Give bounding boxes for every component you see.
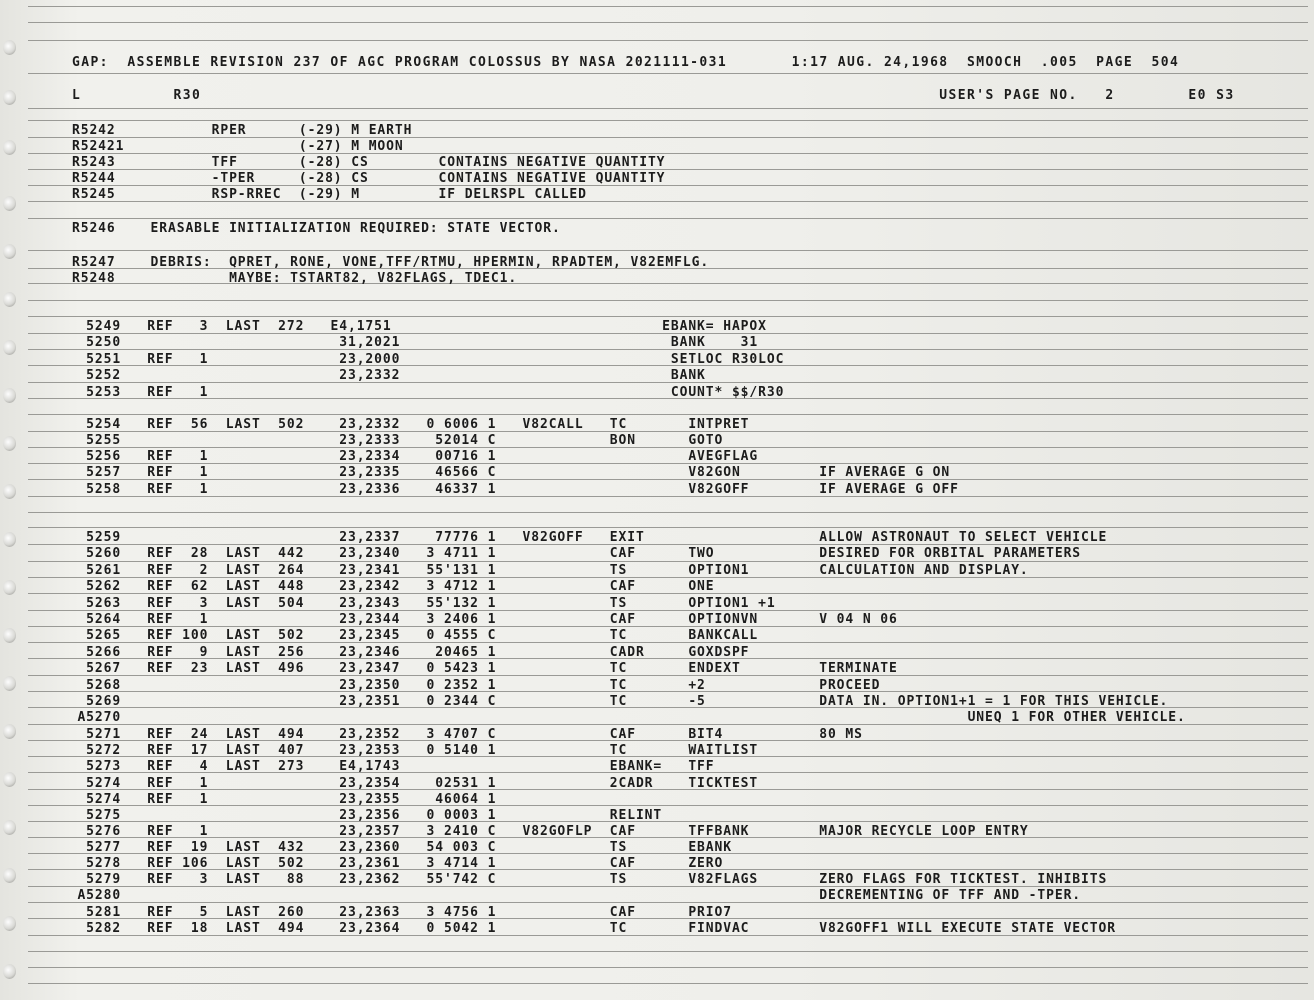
listing-line: 5282 REF 18 LAST 494 23,2364 0 5042 1 TC FINDVAC V82GOFF1 WILL EXECUTE STATE VECTOR <box>60 920 1116 937</box>
sprocket-hole <box>3 484 16 499</box>
remark-line: R52421 (-27) M MOON <box>72 138 404 155</box>
listing-line: 5261 REF 2 LAST 264 23,2341 55'131 1 TS OPTION1 CALCULATION AND DISPLAY. <box>60 562 1029 579</box>
ruled-line <box>28 22 1308 23</box>
sprocket-hole <box>3 532 16 547</box>
ruled-line <box>28 512 1308 513</box>
listing-line: 5268 23,2350 0 2352 1 TC +2 PROCEED <box>60 677 881 694</box>
listing-line: 5279 REF 3 LAST 88 23,2362 55'742 C TS V82FLAGS ZERO FLAGS FOR TICKTEST. INHIBITS <box>60 871 1108 888</box>
listing-line: 5272 REF 17 LAST 407 23,2353 0 5140 1 TC WAITLIST <box>60 742 759 759</box>
listing-line: 5267 REF 23 LAST 496 23,2347 0 5423 1 TC ENDEXT TERMINATE <box>60 660 898 677</box>
listing-line: A5270 UNEQ 1 FOR OTHER VEHICLE. <box>60 709 1186 726</box>
ruled-line <box>28 73 1308 74</box>
ruled-line <box>28 414 1308 415</box>
listing-line: 5273 REF 4 LAST 273 E4,1743 EBANK= TFF <box>60 758 715 775</box>
listing-line: 5263 REF 3 LAST 504 23,2343 55'132 1 TS OPTION1 +1 <box>60 595 776 612</box>
sprocket-hole <box>3 868 16 883</box>
listing-line: 5277 REF 19 LAST 432 23,2360 54 003 C TS EBANK <box>60 839 732 856</box>
listing-line: A5280 DECREMENTING OF TFF AND -TPER. <box>60 887 1082 904</box>
sprocket-hole <box>3 244 16 259</box>
listing-line: 5249 REF 3 LAST 272 E4,1751 EBANK= HAPOX <box>60 318 767 335</box>
listing-line: 5256 REF 1 23,2334 00716 1 AVEGFLAG <box>60 448 759 465</box>
header-line-1: GAP: ASSEMBLE REVISION 237 OF AGC PROGRAM COLOSSUS BY NASA 2021111-031 1:17 AUG. 24,1968 SMOOCH .005 PAGE 504 <box>72 54 1180 71</box>
sprocket-hole <box>3 292 16 307</box>
sprocket-hole <box>3 676 16 691</box>
ruled-line <box>28 316 1308 317</box>
ruled-line <box>28 218 1308 219</box>
listing-line: 5251 REF 1 23,2000 SETLOC R30LOC <box>60 351 785 368</box>
sprocket-hole <box>3 436 16 451</box>
listing-line: 5271 REF 24 LAST 494 23,2352 3 4707 C CAF BIT4 80 MS <box>60 726 863 743</box>
listing-line: 5250 31,2021 BANK 31 <box>60 334 759 351</box>
listing-line: 5254 REF 56 LAST 502 23,2332 0 6006 1 V82CALL TC INTPRET <box>60 416 750 433</box>
sprocket-hole <box>3 40 16 55</box>
sprocket-hole <box>3 724 16 739</box>
listing-line: 5266 REF 9 LAST 256 23,2346 20465 1 CADR GOXDSPF <box>60 644 750 661</box>
debris-line: R5248 MAYBE: TSTART82, V82FLAGS, TDEC1. <box>72 270 518 287</box>
sprocket-hole <box>3 580 16 595</box>
sprocket-hole <box>3 388 16 403</box>
listing-line: 5278 REF 106 LAST 502 23,2361 3 4714 1 CAF ZERO <box>60 855 724 872</box>
remark-line: R5244 -TPER (-28) CS CONTAINS NEGATIVE QUANTITY <box>72 170 666 187</box>
listing-line: 5264 REF 1 23,2344 3 2406 1 CAF OPTIONVN V 04 N 06 <box>60 611 898 628</box>
listing-line: 5255 23,2333 52014 C BON GOTO <box>60 432 724 449</box>
listing-line: 5252 23,2332 BANK <box>60 367 706 384</box>
listing-line: 5257 REF 1 23,2335 46566 C V82GON IF AVERAGE G ON <box>60 464 951 481</box>
remark-line: R5245 RSP-RREC (-29) M IF DELRSPL CALLED <box>72 186 587 203</box>
sprocket-hole <box>3 340 16 355</box>
listing-line: 5275 23,2356 0 0003 1 RELINT <box>60 807 663 824</box>
listing-line: 5269 23,2351 0 2344 C TC -5 DATA IN. OPTION1+1 = 1 FOR THIS VEHICLE. <box>60 693 1169 710</box>
debris-line: R5247 DEBRIS: QPRET, RONE, VONE,TFF/RTMU, HPERMIN, RPADTEM, V82EMFLG. <box>72 254 710 271</box>
sprocket-hole <box>3 964 16 979</box>
listing-line: 5262 REF 62 LAST 448 23,2342 3 4712 1 CAF ONE <box>60 578 715 595</box>
erasable-init-line: R5246 ERASABLE INITIALIZATION REQUIRED: STATE VECTOR. <box>72 220 561 237</box>
listing-line: 5276 REF 1 23,2357 3 2410 C V82GOFLP CAF TFFBANK MAJOR RECYCLE LOOP ENTRY <box>60 823 1029 840</box>
remark-line: R5242 RPER (-29) M EARTH <box>72 122 413 139</box>
ruled-line <box>28 967 1308 968</box>
sprocket-hole <box>3 772 16 787</box>
sprocket-hole <box>3 196 16 211</box>
listing-line: 5259 23,2337 77776 1 V82GOFF EXIT ALLOW ASTRONAUT TO SELECT VEHICLE <box>60 529 1108 546</box>
sprocket-hole <box>3 90 16 105</box>
ruled-line <box>28 300 1308 301</box>
listing-line: 5253 REF 1 COUNT* $$/R30 <box>60 384 785 401</box>
remark-line: R5243 TFF (-28) CS CONTAINS NEGATIVE QUANTITY <box>72 154 666 171</box>
ruled-line <box>28 108 1308 109</box>
ruled-line <box>28 983 1308 984</box>
listing-line: 5258 REF 1 23,2336 46337 1 V82GOFF IF AVERAGE G OFF <box>60 481 959 498</box>
sprocket-hole <box>3 628 16 643</box>
ruled-line <box>28 250 1308 251</box>
header-line-2: L R30 USER'S PAGE NO. 2 E0 S3 <box>72 87 1235 104</box>
ruled-line <box>28 6 1308 7</box>
listing-line: 5274 REF 1 23,2355 46064 1 <box>60 791 497 808</box>
sprocket-hole <box>3 916 16 931</box>
ruled-line <box>28 527 1308 528</box>
listing-line: 5265 REF 100 LAST 502 23,2345 0 4555 C TC BANKCALL <box>60 627 759 644</box>
sprocket-hole <box>3 140 16 155</box>
listing-line: 5274 REF 1 23,2354 02531 1 2CADR TICKTEST <box>60 775 759 792</box>
ruled-line <box>28 40 1308 41</box>
listing-line: 5281 REF 5 LAST 260 23,2363 3 4756 1 CAF PRIO7 <box>60 904 732 921</box>
ruled-line <box>28 120 1308 121</box>
sprocket-hole <box>3 820 16 835</box>
listing-line: 5260 REF 28 LAST 442 23,2340 3 4711 1 CAF TWO DESIRED FOR ORBITAL PARAMETERS <box>60 545 1082 562</box>
ruled-line <box>28 951 1308 952</box>
